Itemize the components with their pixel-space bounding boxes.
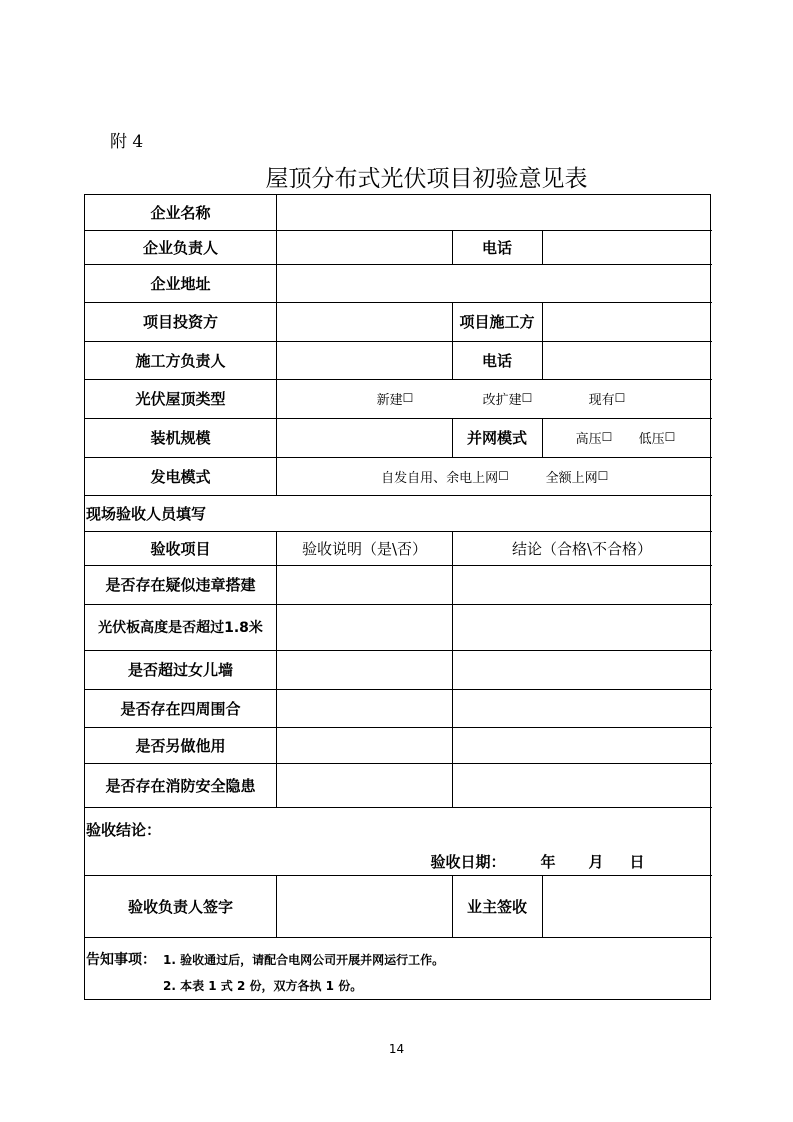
checkbox-icon[interactable]: [665, 430, 676, 445]
grid-high-option[interactable]: [569, 418, 619, 457]
page-title: 屋顶分布式光伏项目初验意见表: [265, 166, 588, 192]
inspection-explain-field[interactable]: [277, 689, 452, 727]
header-inspection-conclusion: 结论（合格\不合格）: [511, 539, 653, 558]
date-month: 月: [588, 852, 604, 871]
site-section-heading: 现场验收人员填写: [86, 504, 207, 523]
inspection-form: [84, 194, 711, 1000]
label-company-address: 企业地址: [150, 274, 211, 293]
inspection-item: 是否超过女儿墙: [127, 661, 233, 679]
label-company-name: 企业名称: [150, 204, 211, 222]
inspection-explain-field[interactable]: [277, 604, 452, 650]
inspection-conclusion-field[interactable]: [453, 727, 711, 763]
inspection-item: 是否另做他用: [135, 736, 226, 755]
roof-existing-option[interactable]: [582, 379, 632, 418]
label-company-head: 企业负责人: [142, 238, 218, 257]
inspection-explain-field[interactable]: [277, 650, 452, 689]
label-owner-signature: 业主签收: [466, 897, 527, 916]
inspection-conclusion-field[interactable]: [453, 650, 711, 689]
attachment-label: 附 4: [110, 132, 144, 152]
checkbox-icon[interactable]: [602, 430, 613, 445]
gen-full-label: 全额上网: [545, 470, 598, 486]
roof-renovate-option[interactable]: [475, 379, 540, 418]
checkbox-icon[interactable]: [403, 391, 414, 406]
company-name-field[interactable]: [277, 195, 711, 230]
roof-new-label: 新建: [376, 393, 403, 408]
inspection-conclusion-field[interactable]: [453, 763, 711, 807]
owner-signature-field[interactable]: [543, 875, 711, 937]
header-inspection-explain: 验收说明（是\否）: [301, 539, 428, 558]
checkbox-icon[interactable]: [615, 391, 626, 406]
inspector-signature-field[interactable]: [277, 875, 452, 937]
label-constructor: 项目施工方: [459, 313, 535, 331]
label-generation-mode: 发电模式: [150, 467, 211, 486]
inspection-item: 是否存在四周围合: [120, 699, 241, 718]
label-phone: 电话: [481, 238, 512, 257]
grid-low-option[interactable]: [632, 418, 682, 457]
row-divider: [85, 807, 712, 808]
inspection-explain-field[interactable]: [277, 763, 452, 807]
label-roof-type: 光伏屋顶类型: [135, 390, 226, 408]
gen-full-option[interactable]: [537, 457, 617, 495]
inspection-conclusion-field[interactable]: [453, 689, 711, 727]
col-divider: [542, 418, 543, 457]
label-constructor-head: 施工方负责人: [135, 351, 226, 370]
checkbox-icon[interactable]: [598, 469, 609, 484]
label-grid-mode: 并网模式: [466, 429, 527, 447]
date-day: 日: [629, 852, 645, 871]
roof-existing-label: 现有: [588, 393, 615, 408]
company-address-field[interactable]: [277, 264, 711, 302]
grid-high-label: 高压: [575, 432, 602, 447]
company-phone-field[interactable]: [543, 230, 711, 264]
inspection-conclusion-field[interactable]: [453, 604, 711, 650]
notice-item-1: 1. 验收通过后，请配合电网公司开展并网运行工作。: [163, 953, 445, 967]
checkbox-icon[interactable]: [498, 469, 509, 484]
gen-self-option[interactable]: [370, 457, 520, 495]
inspection-item: 是否存在疑似违章搭建: [105, 576, 256, 594]
label-capacity: 装机规模: [150, 429, 211, 447]
notice-item-2: 2. 本表 1 式 2 份，双方各执 1 份。: [163, 979, 363, 993]
label-investor: 项目投资方: [142, 313, 218, 331]
date-year: 年: [540, 852, 556, 871]
constructor-field[interactable]: [543, 302, 711, 341]
notice-heading: 告知事项：: [86, 952, 156, 968]
inspection-explain-field[interactable]: [277, 565, 452, 604]
roof-new-option[interactable]: [370, 379, 420, 418]
page-number: 14: [388, 1042, 405, 1056]
label-phone-2: 电话: [481, 351, 512, 370]
inspection-conclusion-field[interactable]: [453, 565, 711, 604]
inspection-explain-field[interactable]: [277, 727, 452, 763]
gen-self-label: 自发自用、余电上网: [381, 470, 499, 486]
inspection-date-label: 验收日期：: [430, 852, 506, 871]
header-inspection-item: 验收项目: [150, 539, 211, 558]
capacity-field[interactable]: [277, 418, 452, 457]
row-divider: [85, 937, 712, 938]
inspection-item: 光伏板高度是否超过1.8米: [98, 620, 263, 636]
investor-field[interactable]: [277, 302, 452, 341]
constructor-head-field[interactable]: [277, 341, 452, 379]
label-inspector-signature: 验收负责人签字: [127, 897, 233, 916]
inspection-item: 是否存在消防安全隐患: [105, 776, 256, 795]
conclusion-label: 验收结论：: [86, 820, 162, 839]
checkbox-icon[interactable]: [522, 391, 533, 406]
constructor-phone-field[interactable]: [543, 341, 711, 379]
grid-low-label: 低压: [638, 432, 665, 447]
company-head-field[interactable]: [277, 230, 452, 264]
roof-renovate-label: 改扩建: [482, 393, 522, 408]
